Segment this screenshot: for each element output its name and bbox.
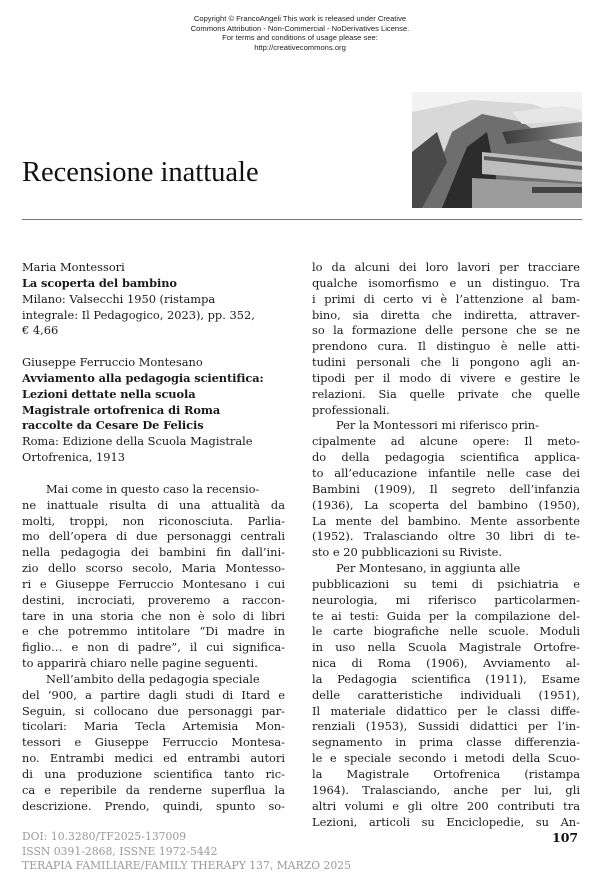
text-line: qualche isomorfismo e un distinguo. Tra: [312, 275, 580, 290]
text-line: (1952). Tralasciando oltre 30 libri di te-: [312, 529, 580, 544]
right-column: [312, 260, 580, 830]
text-line: delle caratteristiche individuali (1951),: [312, 687, 580, 702]
text-line: so la formazione delle persone che se ne: [312, 323, 580, 338]
text-line: Seguin, si collocano due personaggi par-: [22, 703, 285, 718]
reference-line: Roma: Edizione della Scuola Magistrale: [22, 434, 253, 449]
copyright-line: Copyright © FrancoAngeli This work is released under Creative: [193, 14, 407, 23]
text-line: tare in una storia che non è solo di libri: [22, 608, 285, 623]
reference-line: Maria Montessori: [22, 260, 125, 274]
text-line: tudini personali che li pongono agli an-: [312, 355, 580, 370]
text-line: ne inattuale risulta di una attualità da: [22, 497, 285, 512]
text-line: segnamento in prima classe differenzia-: [312, 735, 580, 750]
reference-line: Giuseppe Ferruccio Montesano: [22, 355, 203, 370]
text-line: renziali (1953), Sussidi didattici per l’in-: [312, 719, 580, 734]
text-line: Lezioni, articoli su Enciclopedie, su An-: [312, 814, 580, 829]
text-line: mo dell’opera di due personaggi centrali: [22, 529, 285, 544]
text-line: molti, troppi, non riconosciuta. Parlia-: [22, 513, 285, 528]
text-line: ticolari: Maria Tecla Artemisia Mon-: [22, 719, 285, 734]
text-line: le carte biografiche nelle scuole. Moduli: [312, 624, 580, 639]
text-line: bino, sia diretta che indiretta, attraver-: [312, 307, 580, 322]
reference-line: Lezioni dettate nella scuola: [22, 386, 196, 401]
reference-line: Ortofrenica, 1913: [22, 450, 125, 465]
text-line: do della pedagogia scientifica applica-: [312, 450, 580, 465]
article-title: Recensione inattuale: [22, 157, 259, 188]
text-line: nica di Roma (1906), Avviamento al-: [312, 656, 580, 671]
paragraph-gap: [22, 466, 285, 482]
footer-doi: DOI: 10.3280/TF2025-137009: [22, 830, 187, 843]
text-line: Nell’ambito della pedagogia speciale: [46, 671, 260, 686]
text-line: lo da alcuni dei loro lavori per tracciare: [312, 260, 580, 274]
text-line: zio dello scorso secolo, Maria Montesso-: [22, 561, 285, 576]
text-line: in uso nella Scuola Magistrale Ortofre-: [312, 640, 580, 655]
reference-line: Avviamento alla pedagogia scientifica:: [22, 370, 264, 385]
footer-journal: TERAPIA FAMILIARE/FAMILY THERAPY 137, MARZO 2025: [22, 859, 351, 873]
left-column: [22, 260, 285, 815]
text-line: professionali.: [312, 402, 390, 417]
text-line: to all’educazione infantile nelle case dei: [312, 465, 580, 480]
text-line: la Pedagogia scientifica (1911), Esame: [312, 671, 580, 686]
text-line: figlio… e non di padre”, il cui significa-: [22, 640, 285, 655]
text-line: ca e reperibile da renderne superflua la: [22, 782, 285, 797]
reference-line: € 4,66: [22, 323, 59, 338]
text-line: cipalmente ad alcune opere: Il meto-: [312, 434, 580, 449]
text-line: ri e Giuseppe Ferruccio Montesano i cui: [22, 576, 285, 591]
text-line: descrizione. Prendo, quindi, spunto so-: [22, 798, 285, 813]
footer-info: [22, 830, 351, 874]
text-line: prendono cura. Il distinguo è nelle atti-: [312, 339, 580, 354]
text-line: pubblicazioni su temi di psichiatria e: [312, 576, 580, 591]
page-number: 107: [552, 830, 579, 845]
text-line: i primi di certo vi è l’attenzione al bam-: [312, 291, 580, 306]
text-line: nella pedagogia dei bambini fin dall’ini-: [22, 545, 285, 560]
text-line: tessori e Giuseppe Ferruccio Montesa-: [22, 735, 285, 750]
copyright-line: Commons Attribution - Non-Commercial - NoDerivatives License.: [190, 23, 410, 33]
text-line: to apparirà chiaro nelle pagine seguenti.: [22, 656, 258, 671]
text-line: destini, incrociati, proveremo a raccon-: [22, 592, 285, 607]
title-divider: [22, 219, 582, 220]
reference-line: integrale: Il Pedagogico, 2023), pp. 352,: [22, 307, 255, 322]
text-line: di una produzione scientifica tanto ric-: [22, 767, 285, 781]
text-line: no. Entrambi medici ed entrambi autori: [22, 751, 285, 766]
footer-issn: ISSN 0391-2868, ISSNE 1972-5442: [22, 844, 218, 858]
text-line: le e speciale secondo i metodi della Scuo-: [312, 751, 580, 766]
text-line: (1936), La scoperta del bambino (1950),: [312, 497, 580, 512]
copyright-line: For terms and conditions of usage please see:: [222, 33, 378, 43]
text-line: sto e 20 pubblicazioni su Riviste.: [312, 545, 503, 560]
reference-line: raccolte da Cesare De Felicis: [22, 418, 204, 433]
header-photo-books: [412, 92, 582, 208]
reference-line: Magistrale ortofrenica di Roma: [22, 402, 221, 417]
copyright-line: http://creativecommons.org: [254, 42, 346, 52]
reference-line: La scoperta del bambino: [22, 275, 177, 290]
text-line: la Magistrale Ortofrenica (ristampa: [312, 767, 580, 781]
reference-line: Milano: Valsecchi 1950 (ristampa: [22, 291, 216, 306]
text-line: Per Montesano, in aggiunta alle: [336, 561, 521, 576]
copyright-notice: [140, 14, 460, 52]
text-line: del ’900, a partire dagli studi di Itard e: [22, 687, 285, 702]
text-line: Il materiale didattico per le classi diffe-: [312, 703, 580, 718]
text-line: Bambini (1909), Il segreto dell’infanzia: [312, 481, 580, 496]
text-line: te ai testi: Guida per la compilazione del-: [312, 608, 580, 623]
text-line: neurologia, mi riferisco particolarmen-: [312, 592, 580, 607]
text-line: 1964). Tralasciando, anche per lui, gli: [312, 782, 580, 797]
text-line: e che potremmo intitolare “Di madre in: [22, 624, 285, 639]
paragraph-gap: [22, 339, 285, 355]
text-line: Per la Montessori mi riferisco prin-: [336, 418, 539, 433]
text-line: tipodi per il modo di vivere e gestire le: [312, 370, 580, 385]
text-line: relazioni. Sia quelle private che quelle: [312, 386, 580, 401]
text-line: altri volumi e gli oltre 200 contributi tra: [312, 798, 580, 813]
text-line: La mente del bambino. Mente assorbente: [312, 513, 580, 528]
text-line: Mai come in questo caso la recensio-: [46, 481, 260, 496]
